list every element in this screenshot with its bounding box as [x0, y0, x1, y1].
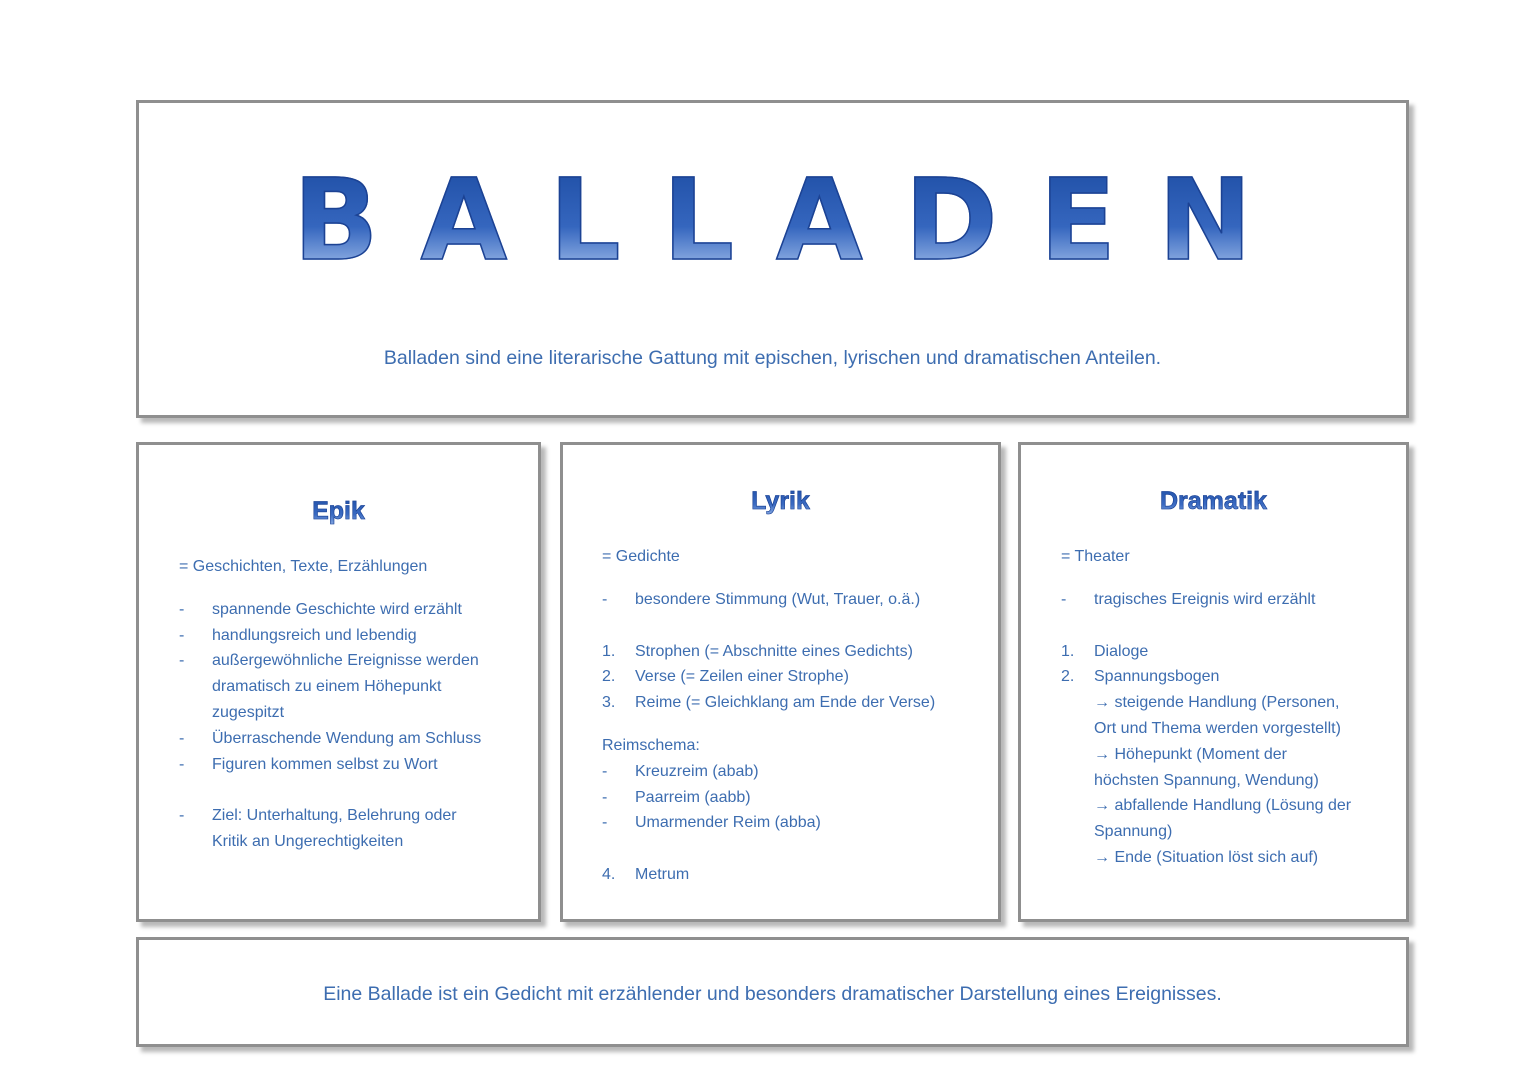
arc-line: höchsten Spannung, Wendung) [1094, 771, 1319, 789]
list-item: - außergewöhnliche Ereignisse werden dramatisch zu einem Höhepunkt zugespitzt [179, 652, 479, 721]
header-subtitle: Balladen sind eine literarische Gattung mit epischen, lyrischen und dramatischen Anteilen. [383, 347, 1162, 369]
list-item: - besondere Stimmung (Wut, Trauer, o.ä.) [602, 590, 921, 608]
list-item: - handlungsreich und lebendig [179, 626, 417, 644]
arc-line: → Ende (Situation löst sich auf) [1094, 848, 1319, 866]
footer-box [136, 937, 1409, 1047]
list-item: - Kreuzreim (abab) [602, 762, 759, 780]
arc-line: → abfallende Handlung (Lösung der [1094, 797, 1352, 815]
list-item: - Figuren kommen selbst zu Wort [179, 755, 438, 773]
lyrik-content [602, 544, 935, 888]
epik-box [136, 442, 541, 922]
epik-title: Epik [139, 497, 538, 526]
epik-content [179, 554, 481, 855]
dramatik-definition: = Theater [1061, 548, 1130, 565]
list-item: 1. Dialoge [1061, 642, 1149, 660]
lyrik-box [560, 442, 1001, 922]
lyrik-title: Lyrik [563, 487, 998, 516]
lyrik-definition: = Gedichte [602, 548, 680, 565]
rhyme-scheme-label: Reimschema: [602, 736, 700, 754]
epik-definition: = Geschichten, Texte, Erzählungen [179, 558, 428, 575]
arc-line: Spannung) [1094, 823, 1173, 841]
header-box [136, 100, 1409, 418]
arc-line: → steigende Handlung (Personen, [1094, 694, 1340, 712]
arc-line: → Höhepunkt (Moment der [1094, 745, 1287, 763]
footer-definition: Eine Ballade ist ein Gedicht mit erzählender und besonders dramatischer Darstellung eines Ereignisses. [323, 983, 1222, 1005]
list-item: - Paarreim (aabb) [602, 788, 751, 806]
list-item: - Überraschende Wendung am Schluss [179, 729, 482, 747]
list-item: - spannende Geschichte wird erzählt [179, 600, 462, 618]
list-item: - Umarmender Reim (abba) [602, 814, 821, 832]
list-item: 2. Verse (= Zeilen einer Strophe) [602, 668, 849, 686]
arc-line: Ort und Thema werden vorgestellt) [1094, 719, 1341, 737]
page-title: BALLADEN [139, 165, 1406, 277]
dramatik-title: Dramatik [1021, 487, 1406, 516]
list-item: 2. Spannungsbogen [1061, 668, 1220, 686]
epik-goal: - Ziel: Unterhaltung, Belehrung oder Kritik an Ungerechtigkeiten [179, 807, 457, 851]
list-item: 4. Metrum [602, 866, 690, 884]
list-item: 3. Reime (= Gleichklang am Ende der Verse) [602, 694, 936, 712]
dramatik-box [1018, 442, 1409, 922]
list-item: - tragisches Ereignis wird erzählt [1061, 590, 1316, 608]
list-item: 1. Strophen (= Abschnitte eines Gedichts) [602, 642, 913, 660]
dramatik-content [1061, 544, 1351, 871]
